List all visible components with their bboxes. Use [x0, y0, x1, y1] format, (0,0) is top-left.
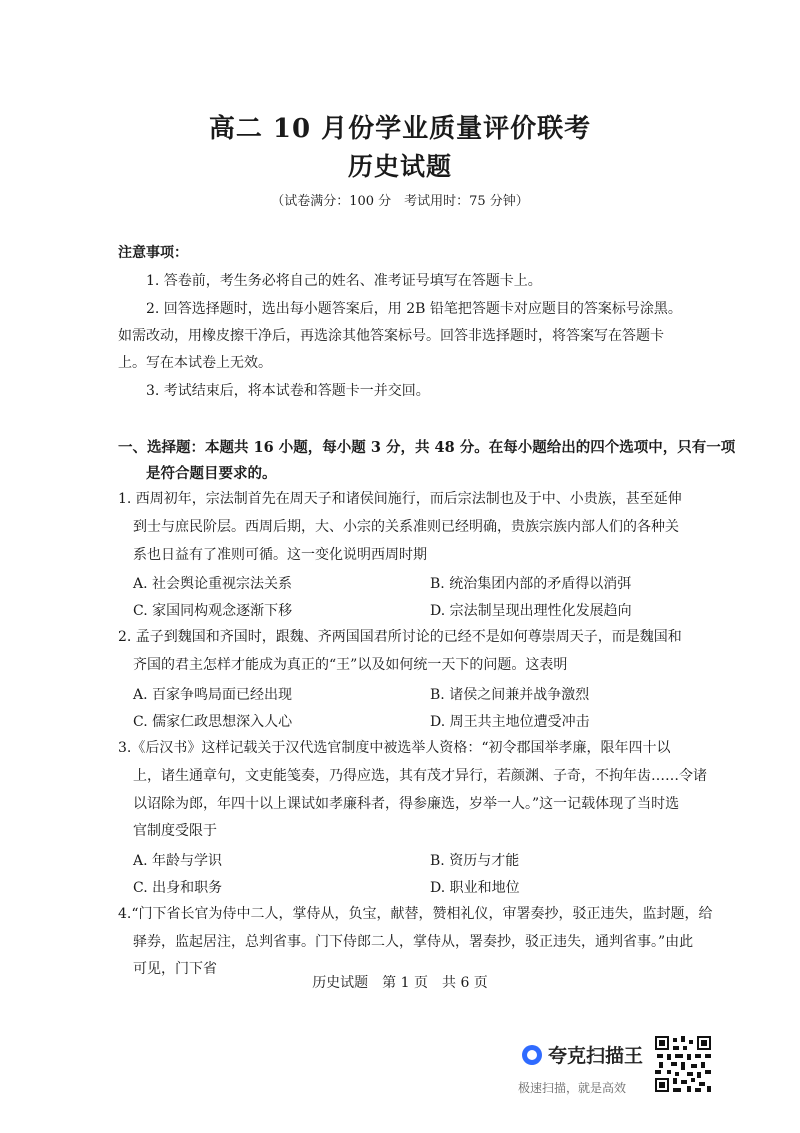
note-line: 如需改动，用橡皮擦干净后，再选涂其他答案标号。回答非选择题时，将答案写在答题卡	[118, 328, 664, 344]
question-2-stem: 2. 孟子到魏国和齐国时，跟魏、齐两国国君所讨论的已经不是如何尊崇周天子，而是魏国和	[118, 629, 682, 645]
question-3-stem: 上，诸生通章句，文吏能笺奏，乃得应选，其有茂才异行，若颜渊、子奇，不拘年齿……令诸	[133, 768, 707, 784]
question-1-stem: 到士与庶民阶层。西周后期，大、小宗的关系准则已经明确，贵族宗族内部人们的各种关	[133, 519, 679, 535]
question-4-stem: 可见，门下省	[133, 961, 217, 977]
page-footer: 历史试题 第 1 页 共 6 页	[312, 975, 488, 991]
brand-name: 夸克扫描王	[548, 1045, 644, 1067]
question-2-option-c: C. 儒家仁政思想深入人心	[133, 714, 293, 730]
question-2-option-a: A. 百家争鸣局面已经出现	[133, 687, 293, 703]
question-2-stem: 齐国的君主怎样才能成为真正的“王”以及如何统一天下的问题。这表明	[133, 657, 568, 673]
question-4-stem: 驿券，监起居注，总判省事。门下侍郎二人，掌侍从，署奏抄，驳正违失，通判省事。”由此	[133, 934, 694, 950]
section-header-cont: 是符合题目要求的。	[146, 465, 277, 482]
note-line: 2. 回答选择题时，选出每小题答案后，用 2B 铅笔把答题卡对应题目的答案标号涂黑。	[146, 301, 682, 317]
brand-slogan: 极速扫描，就是高效	[518, 1081, 627, 1095]
question-3-option-d: D. 职业和地位	[430, 880, 520, 896]
question-1-stem: 系也日益有了准则可循。这一变化说明西周时期	[133, 547, 427, 563]
question-1-option-c: C. 家国同构观念逐渐下移	[133, 603, 293, 619]
question-1-option-d: D. 宗法制呈现出理性化发展趋向	[430, 603, 632, 619]
question-4-stem: 4.“门下省长官为侍中二人，掌侍从，负宝，献替，赞相礼仪，审署奏抄，驳正违失，监封题，给	[118, 906, 713, 922]
question-3-stem: 官制度受限于	[133, 823, 217, 839]
question-3-option-a: A. 年龄与学识	[133, 853, 223, 869]
question-3-stem: 3.《后汉书》这样记载关于汉代选官制度中被选举人资格：“初令郡国举孝廉，限年四十以	[118, 740, 671, 756]
scanner-brand	[522, 1041, 643, 1068]
question-3-option-c: C. 出身和职务	[133, 880, 223, 896]
quark-logo-icon	[522, 1045, 542, 1065]
notes-heading: 注意事项：	[118, 245, 188, 261]
question-3-stem: 以诏除为郎，年四十以上课试如孝廉科者，得参廉选，岁举一人。”这一记载体现了当时选	[133, 796, 680, 812]
note-line: 3. 考试结束后，将本试卷和答题卡一并交回。	[146, 383, 430, 399]
question-2-option-b: B. 诸侯之间兼并战争激烈	[430, 687, 590, 703]
question-2-option-d: D. 周王共主地位遭受冲击	[430, 714, 590, 730]
subject-title: 历史试题	[347, 152, 452, 181]
exam-title: 高二 10 月份学业质量评价联考	[208, 114, 592, 144]
question-3-option-b: B. 资历与才能	[430, 853, 520, 869]
question-1-stem: 1. 西周初年，宗法制首先在周天子和诸侯间施行，而后宗法制也及于中、小贵族，甚至延伸	[118, 491, 682, 507]
question-1-option-a: A. 社会舆论重视宗法关系	[133, 576, 293, 592]
note-line: 1. 答卷前，考生务必将自己的姓名、准考证号填写在答题卡上。	[146, 273, 542, 289]
note-line: 上。写在本试卷上无效。	[118, 355, 272, 371]
section-header: 一、选择题：本题共 16 小题，每小题 3 分，共 48 分。在每小题给出的四个选项中，只有一项	[118, 439, 736, 456]
exam-info: （试卷满分：100 分 考试用时：75 分钟）	[271, 194, 529, 209]
question-1-option-b: B. 统治集团内部的矛盾得以消弭	[430, 576, 632, 592]
qr-code-icon	[655, 1036, 711, 1092]
